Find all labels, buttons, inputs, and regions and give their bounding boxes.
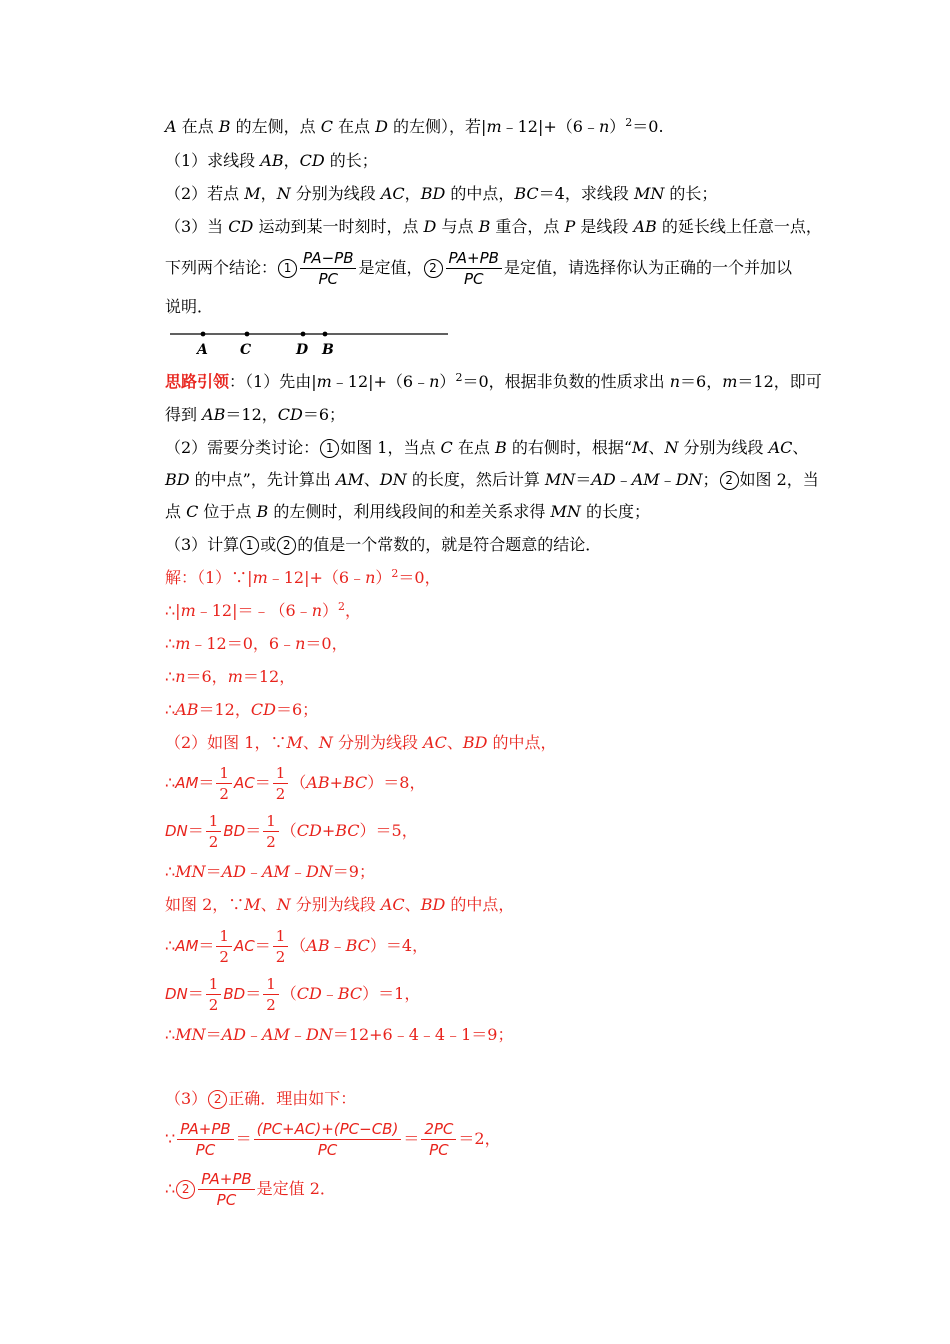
- solution-line-6: （2）如图 1，∵M、N 分别为线段 AC、BD 的中点，: [165, 733, 557, 752]
- solution-line-9: ∴MN＝AD﹣AM﹣DN＝9；: [165, 862, 375, 881]
- solution-line-15: ∵ $\frac{PA+PB}{PC}$ ＝ $\frac{(PC+AC)+(PC-CB)}{PC}$ ＝ $\frac{2PC}{PC}$ ＝2，: [165, 1120, 501, 1159]
- point-a-label: A: [197, 342, 208, 358]
- solution-line-1: 解：（1）∵|m﹣12|+（6﹣n）$^2$＝0，: [165, 567, 441, 587]
- point-c-label: C: [240, 342, 252, 358]
- solution-line-16: ∴ 2 $\frac{PA+PB}{PC}$ 是定值 2．: [165, 1170, 336, 1209]
- point-d-label: D: [296, 342, 309, 358]
- solution-line-8: DN＝ $\frac{1}{2}$ BD＝ $\frac{1}{2}$ （CD+BC）＝5，: [165, 812, 418, 851]
- hint-p2-line2: BD 的中点”，先计算出 AM、DN 的长度，然后计算 MN＝AD﹣AM﹣DN； 2 如图 2，当: [165, 470, 819, 489]
- hint-p3: （3）计算 1 或 2 的值是一个常数的，就是符合题意的结论．: [165, 535, 602, 554]
- question-2: （2）若点 M，N 分别为线段 AC，BD 的中点，BC＝4，求线段 MN 的长；: [165, 184, 718, 203]
- solution-line-4: ∴n＝6，m＝12，: [165, 667, 296, 686]
- solution-line-12: DN＝ $\frac{1}{2}$ BD＝ $\frac{1}{2}$ （CD﹣BC）＝1，: [165, 975, 421, 1014]
- solution-line-2: ∴|m﹣12|＝﹣（6﹣n）$^2$，: [165, 600, 362, 620]
- hint-p1-line1: 思路引领：（1）先由|m﹣12|+（6﹣n）$^2$＝0，根据非负数的性质求出 n＝6，m＝12，即可: [165, 371, 822, 391]
- question-3-line2: 下列两个结论： 1 $\frac{PA-PB}{PC}$ 是定值， 2 $\frac{PA+PB}{PC}$ 是定值，请选择你认为正确的一个并加以: [165, 249, 792, 288]
- solution-line-5: ∴AB＝12，CD＝6；: [165, 700, 319, 719]
- solution-line-3: ∴m﹣12＝0，6﹣n＝0，: [165, 634, 348, 653]
- solution-line-13: ∴MN＝AD﹣AM﹣DN＝12+6﹣4﹣4﹣1＝9；: [165, 1025, 514, 1044]
- problem-intro: A 在点 B 的左侧，点 C 在点 D 的左侧），若|m﹣12|+（6﹣n）$^2$＝0.: [165, 116, 664, 136]
- solution-line-10: 如图 2，∵M、N 分别为线段 AC、BD 的中点，: [165, 895, 515, 914]
- hint-p2-line3: 点 C 位于点 B 的左侧时，利用线段间的和差关系求得 MN 的长度；: [165, 502, 650, 521]
- solution-line-7: ∴AM＝ $\frac{1}{2}$ AC＝ $\frac{1}{2}$ （AB+BC）＝8，: [165, 764, 426, 803]
- solution-line-11: ∴AM＝ $\frac{1}{2}$ AC＝ $\frac{1}{2}$ （AB﹣BC）＝4，: [165, 927, 429, 966]
- solution-line-14: （3） 2 正确．理由如下：: [165, 1089, 357, 1108]
- segment-figure: [165, 326, 455, 360]
- question-3-line1: （3）当 CD 运动到某一时刻时，点 D 与点 B 重合，点 P 是线段 AB 的延长线上任意一点，: [165, 217, 822, 236]
- question-1: （1）求线段 AB，CD 的长；: [165, 151, 378, 170]
- point-b-label: B: [322, 342, 334, 358]
- hint-label: 思路引领: [165, 372, 230, 391]
- hint-p1-line2: 得到 AB＝12，CD＝6；: [165, 405, 346, 424]
- hint-p2-line1: （2）需要分类讨论： 1 如图 1，当点 C 在点 B 的右侧时，根据“M、N 分别为线段 AC、: [165, 438, 809, 457]
- question-3-line3: 说明．: [165, 297, 214, 316]
